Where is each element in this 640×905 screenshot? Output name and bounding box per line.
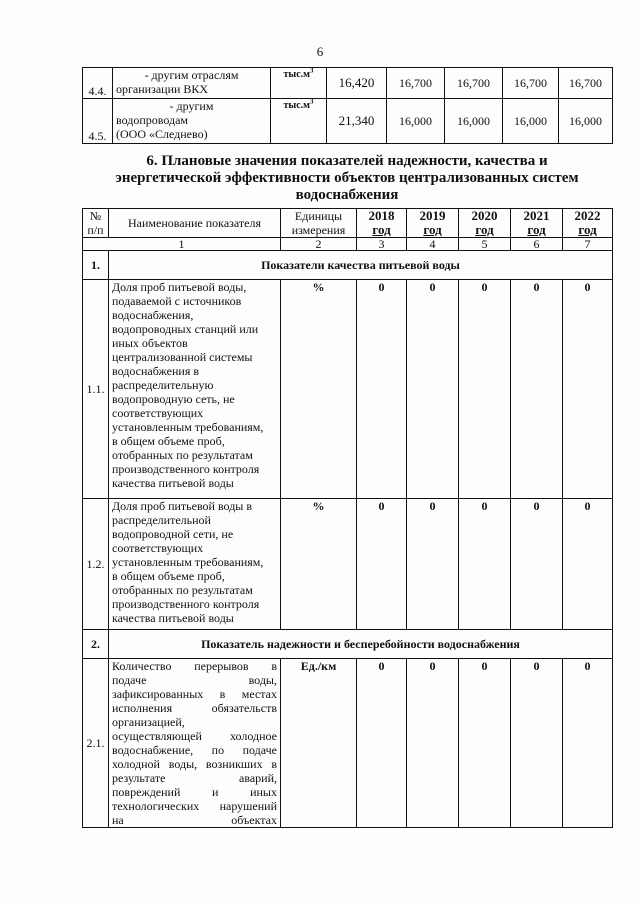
column-numbers-row	[83, 238, 613, 251]
table-row	[83, 68, 613, 99]
unit-cell: %	[281, 280, 357, 499]
value-cell: 16,700	[503, 68, 559, 99]
value-cell: 0	[357, 499, 407, 630]
header-num: № п/п	[83, 209, 109, 238]
table-row	[83, 659, 613, 828]
group-title: Показатели качества питьевой воды	[109, 251, 613, 280]
value-cell: 0	[459, 280, 511, 499]
header-year: 2022 год	[563, 209, 613, 238]
column-number: 3	[357, 238, 407, 251]
value-cell: 0	[407, 280, 459, 499]
header-year: 2020 год	[459, 209, 511, 238]
column-number: 1	[83, 238, 281, 251]
page-number: 6	[316, 44, 324, 59]
value-cell: 0	[563, 659, 613, 828]
table-header-row	[83, 209, 613, 238]
value-cell: 0	[357, 659, 407, 828]
value-cell: 0	[407, 499, 459, 630]
indicator-description: Доля проб питьевой воды, подаваемой с источников водоснабжения, водопроводных станций или иных объектов централизованной системы водоснабжения в распределительную водопроводную сеть, не соответствующих установленным требованиям, в общем объеме проб, отобранных по результатам производственного контроля качества питьевой воды	[109, 280, 281, 499]
table-row	[83, 99, 613, 144]
header-unit: Единицы измерения	[281, 209, 357, 238]
unit-cell: $тыс.м^3$	[271, 68, 327, 99]
unit-cell: Ед./км	[281, 659, 357, 828]
row-number: 1.2.	[83, 499, 109, 630]
value-cell: 0	[511, 659, 563, 828]
indicators-table	[82, 208, 613, 828]
column-number: 5	[459, 238, 511, 251]
indicator-description: Количество перерывов в подаче воды, зафиксированных в местах исполнения обязательств организацией, осуществляющей холодное водоснабжение, по подаче холодной воды, возникших в результате аварий, повреждений и иных технологических нарушений на объектах	[109, 659, 281, 828]
value-cell: 0	[357, 280, 407, 499]
value-cell: 16,700	[387, 68, 445, 99]
value-cell: 0	[511, 499, 563, 630]
row-number: 1.1.	[83, 280, 109, 499]
table-row	[83, 280, 613, 499]
continued-table	[82, 67, 613, 144]
value-cell: 16,000	[503, 99, 559, 144]
group-number: 1.	[83, 251, 109, 280]
column-number: 7	[563, 238, 613, 251]
group-number: 2.	[83, 630, 109, 659]
value-cell: 16,420	[327, 68, 387, 99]
section-title: 6. Плановые значения показателей надежности, качества и энергетической эффективности объектов централизованных систем водоснабжения	[115, 153, 579, 203]
column-number: 4	[407, 238, 459, 251]
value-cell: 0	[407, 659, 459, 828]
row-number: 4.5.	[83, 99, 113, 144]
unit-cell: $тыс.м^3$	[271, 99, 327, 144]
column-number: 6	[511, 238, 563, 251]
value-cell: 0	[563, 280, 613, 499]
value-cell: 0	[511, 280, 563, 499]
value-cell: 16,000	[559, 99, 613, 144]
value-cell: 16,000	[445, 99, 503, 144]
indicator-description: Доля проб питьевой воды в распределительной водопроводной сети, не соответствующих установленным требованиям, в общем объеме проб, отобранных по результатам производственного контроля качества питьевой воды	[109, 499, 281, 630]
group-row	[83, 630, 613, 659]
value-cell: 0	[459, 499, 511, 630]
scan-edge-artifact	[0, 0, 34, 905]
group-title: Показатель надежности и бесперебойности водоснабжения	[109, 630, 613, 659]
header-year: 2019 год	[407, 209, 459, 238]
value-cell: 16,700	[445, 68, 503, 99]
row-number: 2.1.	[83, 659, 109, 828]
header-name: Наименование показателя	[109, 209, 281, 238]
row-number: 4.4.	[83, 68, 113, 99]
table-row	[83, 499, 613, 630]
value-cell: 0	[563, 499, 613, 630]
indicator-name: - другим отраслям организации ВКХ	[113, 68, 271, 99]
value-cell: 21,340	[327, 99, 387, 144]
value-cell: 16,000	[387, 99, 445, 144]
header-year: 2018 год	[357, 209, 407, 238]
group-row	[83, 251, 613, 280]
column-number: 2	[281, 238, 357, 251]
value-cell: 16,700	[559, 68, 613, 99]
indicator-name: - другим водопроводам (ООО «Следнево)	[113, 99, 271, 144]
value-cell: 0	[459, 659, 511, 828]
header-year: 2021 год	[511, 209, 563, 238]
unit-cell: %	[281, 499, 357, 630]
